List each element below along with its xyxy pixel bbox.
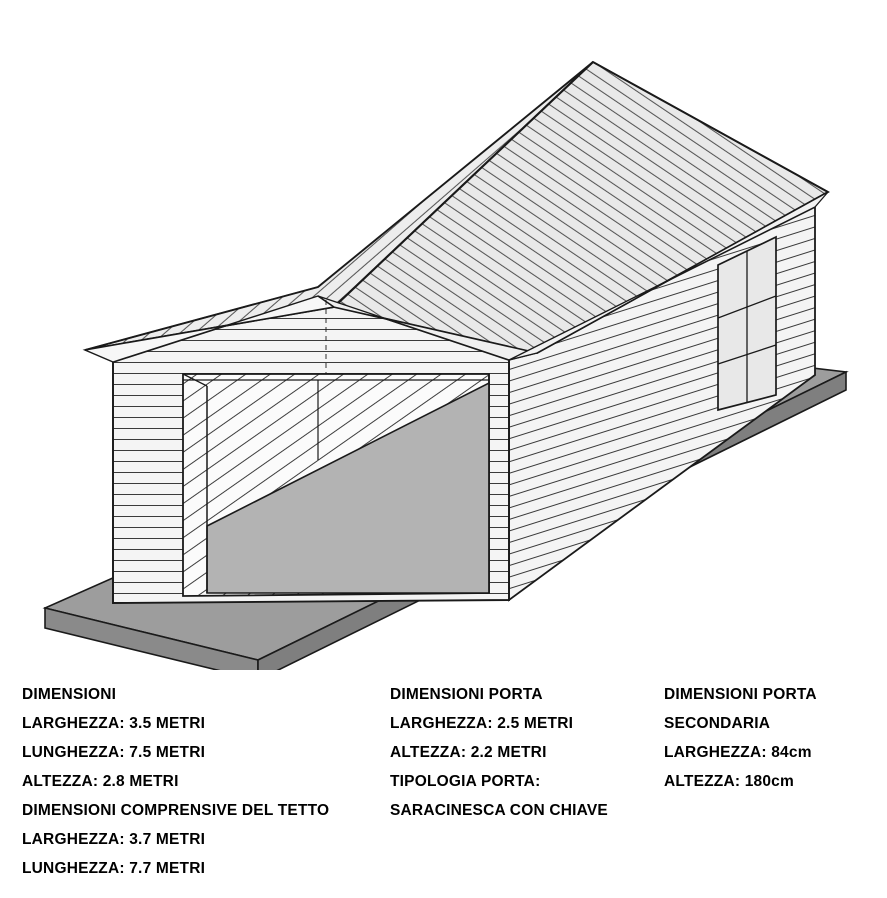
spec-column-dimensions xyxy=(22,680,329,883)
spec-column-door xyxy=(390,680,608,825)
spec-column-secondary-door xyxy=(664,680,817,796)
dimensions-height: ALTEZZA: 2.8 METRI xyxy=(22,773,179,790)
roof-dimensions-heading: DIMENSIONI COMPRENSIVE DEL TETTO xyxy=(22,802,330,819)
door-type-value: SARACINESCA CON CHIAVE xyxy=(390,802,608,819)
roof-dimensions-width: LARGHEZZA: 3.7 METRI xyxy=(22,831,206,848)
secondary-door xyxy=(718,237,776,410)
dimensions-length: LUNGHEZZA: 7.5 METRI xyxy=(22,744,206,761)
dimensions-width: LARGHEZZA: 3.5 METRI xyxy=(22,715,206,732)
door-heading: DIMENSIONI PORTA xyxy=(390,686,543,703)
door-type-heading: TIPOLOGIA PORTA: xyxy=(390,773,541,790)
secondary-door-width: LARGHEZZA: 84cm xyxy=(664,744,812,761)
dimensions-heading: DIMENSIONI xyxy=(22,686,117,703)
roof-dimensions-length: LUNGHEZZA: 7.7 METRI xyxy=(22,860,206,877)
door-width: LARGHEZZA: 2.5 METRI xyxy=(390,715,574,732)
secondary-door-heading-line1: DIMENSIONI PORTA xyxy=(664,686,817,703)
main-roller-door xyxy=(183,374,489,596)
door-height: ALTEZZA: 2.2 METRI xyxy=(390,744,547,761)
secondary-door-height: ALTEZZA: 180cm xyxy=(664,773,794,790)
specification-text xyxy=(0,668,887,898)
secondary-door-heading-line2: SECONDARIA xyxy=(664,715,771,732)
